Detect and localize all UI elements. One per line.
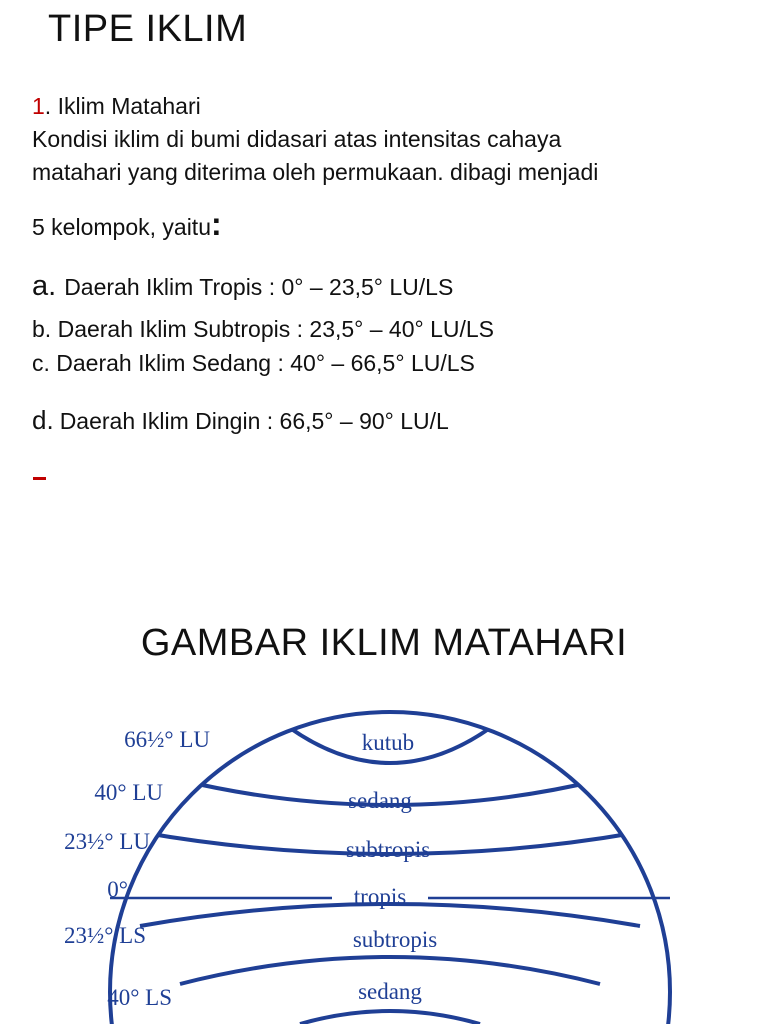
zone-label-kutub: kutub <box>361 730 415 755</box>
list-item-c <box>32 347 475 380</box>
climate-zone-diagram <box>0 700 768 1024</box>
list-marker-d: d. <box>32 405 54 435</box>
lat-label-40-ls: 40° LS <box>107 985 172 1010</box>
paragraph-colon: : <box>210 206 222 242</box>
paragraph-end-text: 5 kelompok, yaitu <box>32 214 211 240</box>
zone-label-subtropis-south: subtropis <box>352 927 438 952</box>
list-text-d: Daerah Iklim Dingin : 66,5° – 90° LU/L <box>59 408 449 434</box>
section-intro <box>32 90 598 189</box>
list-item-d <box>32 404 449 438</box>
list-marker-a: a. <box>32 270 57 302</box>
paragraph-line-2: matahari yang diterima oleh permukaan. dibagi menjadi <box>32 159 599 185</box>
slide-gambar-iklim <box>0 600 768 1024</box>
slide-title: GAMBAR IKLIM MATAHARI <box>140 622 628 664</box>
section-heading-text: . Iklim Matahari <box>44 93 201 119</box>
list-item-b <box>32 313 494 346</box>
lat-label-0: 0° <box>107 877 128 902</box>
red-dash-bullet <box>33 477 46 480</box>
lat-label-66-lu: 66½° LU <box>124 727 210 752</box>
globe-outline <box>110 712 670 1024</box>
lat-label-23-ls: 23½° LS <box>63 923 146 948</box>
section-heading <box>32 90 598 123</box>
zone-label-tropis: tropis <box>353 884 407 909</box>
zone-label-sedang-north: sedang <box>348 788 412 813</box>
section-number: 1 <box>32 93 45 119</box>
list-marker-c: c. <box>32 350 50 376</box>
paragraph-line-1: Kondisi iklim di bumi didasari atas intensitas cahaya <box>32 126 562 152</box>
lat-label-40-lu: 40° LU <box>94 780 163 805</box>
lat-label-23-lu: 23½° LU <box>64 829 150 854</box>
list-text-a: Daerah Iklim Tropis : 0° – 23,5° LU/LS <box>64 274 454 300</box>
list-text-b: Daerah Iklim Subtropis : 23,5° – 40° LU/LS <box>57 316 495 342</box>
list-text-c: Daerah Iklim Sedang : 40° – 66,5° LU/LS <box>56 350 475 376</box>
list-item-a <box>32 270 453 304</box>
paragraph-end <box>32 208 222 244</box>
list-marker-b: b. <box>32 316 52 342</box>
line-66-ls <box>300 1011 480 1024</box>
zone-label-sedang-south: sedang <box>358 979 422 1004</box>
zone-label-subtropis-north: subtropis <box>345 837 431 862</box>
slide-title: TIPE IKLIM <box>48 8 248 50</box>
